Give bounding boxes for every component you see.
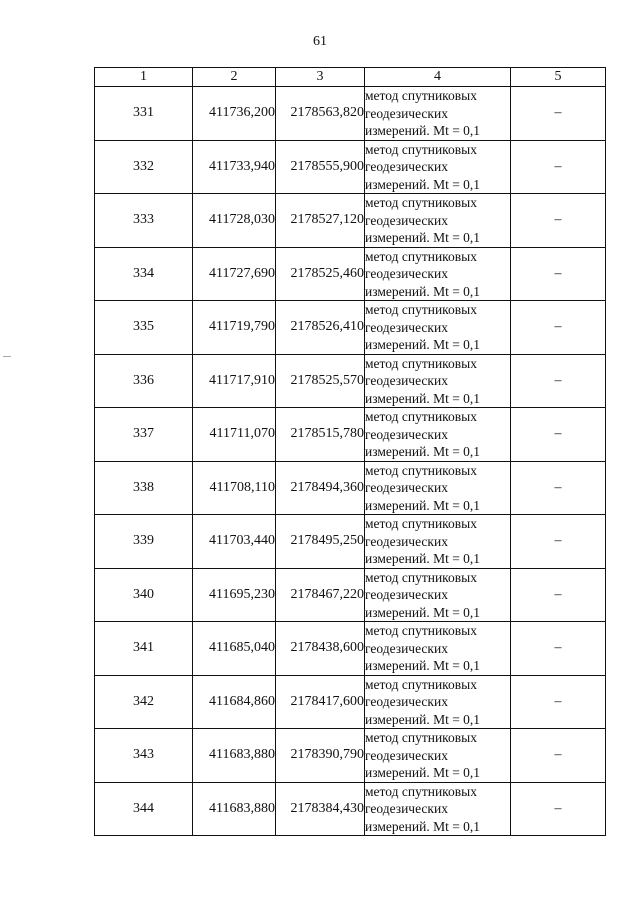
note-dash: – (511, 622, 606, 676)
method-cell (365, 247, 511, 301)
method-line-3: измерений. Mt = 0,1 (365, 176, 481, 192)
coordinate-x: 411684,860 (193, 675, 276, 729)
table-row (95, 87, 606, 141)
method-line-2: геодезических (365, 373, 448, 388)
method-line-2: геодезических (365, 801, 448, 816)
table-row (95, 247, 606, 301)
coordinate-x: 411683,880 (193, 729, 276, 783)
method-line-2: геодезических (365, 640, 448, 656)
method-cell (365, 729, 511, 783)
table-row (95, 782, 606, 836)
header-col-2: 2 (193, 68, 276, 87)
coordinate-x: 411695,230 (193, 568, 276, 622)
note-dash: – (511, 140, 606, 194)
coordinate-x: 411708,110 (193, 461, 276, 515)
method-line-3: измерений. Mt = 0,1 (365, 497, 481, 513)
table-row (95, 675, 606, 729)
header-col-5: 5 (511, 68, 606, 87)
coordinate-x: 411719,790 (193, 301, 276, 355)
method-line-2: геодезических (365, 212, 448, 228)
page-number: 61 (313, 34, 327, 49)
coordinate-y: 2178495,250 (276, 515, 365, 569)
table-row (95, 729, 606, 783)
method-cell (365, 301, 511, 355)
method-line-1: метод спутниковых (365, 516, 477, 531)
method-cell (365, 782, 511, 836)
coordinate-y: 2178438,600 (276, 622, 365, 676)
note-dash: – (511, 408, 606, 462)
method-line-2: геодезических (365, 266, 448, 281)
coordinate-y: 2178390,790 (276, 729, 365, 783)
note-dash: – (511, 782, 606, 836)
method-cell (365, 568, 511, 622)
table-row (95, 461, 606, 515)
method-line-1: метод спутниковых (365, 141, 477, 157)
table-row (95, 622, 606, 676)
method-cell (365, 408, 511, 462)
method-cell (365, 194, 511, 248)
coordinate-x: 411683,880 (193, 782, 276, 836)
method-line-2: геодезических (365, 105, 448, 121)
method-line-1: метод спутниковых (365, 676, 477, 692)
note-dash: – (511, 354, 606, 408)
method-line-3: измерений. Mt = 0,1 (365, 711, 481, 727)
coordinate-x: 411717,910 (193, 354, 276, 408)
method-line-2: геодезических (365, 533, 448, 549)
coordinate-y: 2178526,410 (276, 301, 365, 355)
note-dash: – (511, 729, 606, 783)
method-line-1: метод спутниковых (365, 302, 477, 317)
coordinate-x: 411711,070 (193, 408, 276, 462)
coordinate-x: 411685,040 (193, 622, 276, 676)
coordinate-y: 2178384,430 (276, 782, 365, 836)
coordinate-y: 2178527,120 (276, 194, 365, 248)
note-dash: – (511, 568, 606, 622)
coordinate-y: 2178417,600 (276, 675, 365, 729)
table-row (95, 515, 606, 569)
method-line-3: измерений. Mt = 0,1 (365, 604, 481, 620)
margin-mark (3, 356, 11, 357)
point-number: 333 (95, 194, 193, 248)
method-line-1: метод спутниковых (365, 355, 477, 371)
point-number: 338 (95, 461, 193, 515)
header-col-1: 1 (95, 68, 193, 87)
method-line-3: измерений. Mt = 0,1 (365, 551, 481, 566)
method-line-2: геодезических (365, 587, 448, 602)
point-number: 344 (95, 782, 193, 836)
method-line-1: метод спутниковых (365, 248, 477, 264)
table-row (95, 408, 606, 462)
point-number: 342 (95, 675, 193, 729)
method-line-3: измерений. Mt = 0,1 (365, 230, 481, 245)
table-row (95, 568, 606, 622)
method-line-2: геодезических (365, 747, 448, 763)
point-number: 337 (95, 408, 193, 462)
coordinate-x: 411728,030 (193, 194, 276, 248)
method-line-1: метод спутниковых (365, 195, 477, 210)
note-dash: – (511, 675, 606, 729)
point-number: 336 (95, 354, 193, 408)
header-col-3: 3 (276, 68, 365, 87)
table-body (95, 87, 606, 836)
point-number: 339 (95, 515, 193, 569)
method-line-3: измерений. Mt = 0,1 (365, 337, 481, 352)
method-cell (365, 461, 511, 515)
coordinate-x: 411727,690 (193, 247, 276, 301)
method-line-2: геодезических (365, 426, 448, 442)
coordinates-table (94, 67, 606, 836)
method-line-2: геодезических (365, 694, 448, 709)
header-col-4: 4 (365, 68, 511, 87)
method-line-2: геодезических (365, 319, 448, 335)
method-line-1: метод спутниковых (365, 623, 477, 638)
coordinate-x: 411703,440 (193, 515, 276, 569)
table-row (95, 301, 606, 355)
method-line-2: геодезических (365, 480, 448, 495)
coordinate-y: 2178563,820 (276, 87, 365, 141)
header-row (95, 68, 606, 87)
note-dash: – (511, 247, 606, 301)
point-number: 334 (95, 247, 193, 301)
method-cell (365, 140, 511, 194)
method-line-3: измерений. Mt = 0,1 (365, 765, 481, 780)
table-row (95, 140, 606, 194)
note-dash: – (511, 461, 606, 515)
method-line-1: метод спутниковых (365, 409, 477, 424)
coordinate-y: 2178467,220 (276, 568, 365, 622)
table-row (95, 194, 606, 248)
table-row (95, 354, 606, 408)
point-number: 341 (95, 622, 193, 676)
method-cell (365, 515, 511, 569)
coordinate-y: 2178525,570 (276, 354, 365, 408)
note-dash: – (511, 301, 606, 355)
method-line-3: измерений. Mt = 0,1 (365, 390, 481, 406)
coordinate-y: 2178555,900 (276, 140, 365, 194)
point-number: 332 (95, 140, 193, 194)
method-cell (365, 354, 511, 408)
method-line-3: измерений. Mt = 0,1 (365, 123, 481, 138)
note-dash: – (511, 87, 606, 141)
method-cell (365, 87, 511, 141)
coordinate-y: 2178525,460 (276, 247, 365, 301)
note-dash: – (511, 515, 606, 569)
method-cell (365, 675, 511, 729)
point-number: 331 (95, 87, 193, 141)
method-line-3: измерений. Mt = 0,1 (365, 658, 481, 673)
coordinate-x: 411733,940 (193, 140, 276, 194)
coordinate-y: 2178494,360 (276, 461, 365, 515)
method-line-1: метод спутниковых (365, 462, 477, 478)
point-number: 340 (95, 568, 193, 622)
note-dash: – (511, 194, 606, 248)
method-line-1: метод спутниковых (365, 569, 477, 585)
point-number: 343 (95, 729, 193, 783)
coordinate-x: 411736,200 (193, 87, 276, 141)
table-header (95, 68, 606, 87)
method-line-2: геодезических (365, 159, 448, 174)
method-line-3: измерений. Mt = 0,1 (365, 818, 481, 834)
method-line-1: метод спутниковых (365, 730, 477, 745)
method-line-3: измерений. Mt = 0,1 (365, 444, 481, 459)
point-number: 335 (95, 301, 193, 355)
method-line-3: измерений. Mt = 0,1 (365, 283, 481, 299)
method-cell (365, 622, 511, 676)
method-line-1: метод спутниковых (365, 783, 477, 799)
method-line-1: метод спутниковых (365, 88, 477, 103)
coordinate-y: 2178515,780 (276, 408, 365, 462)
